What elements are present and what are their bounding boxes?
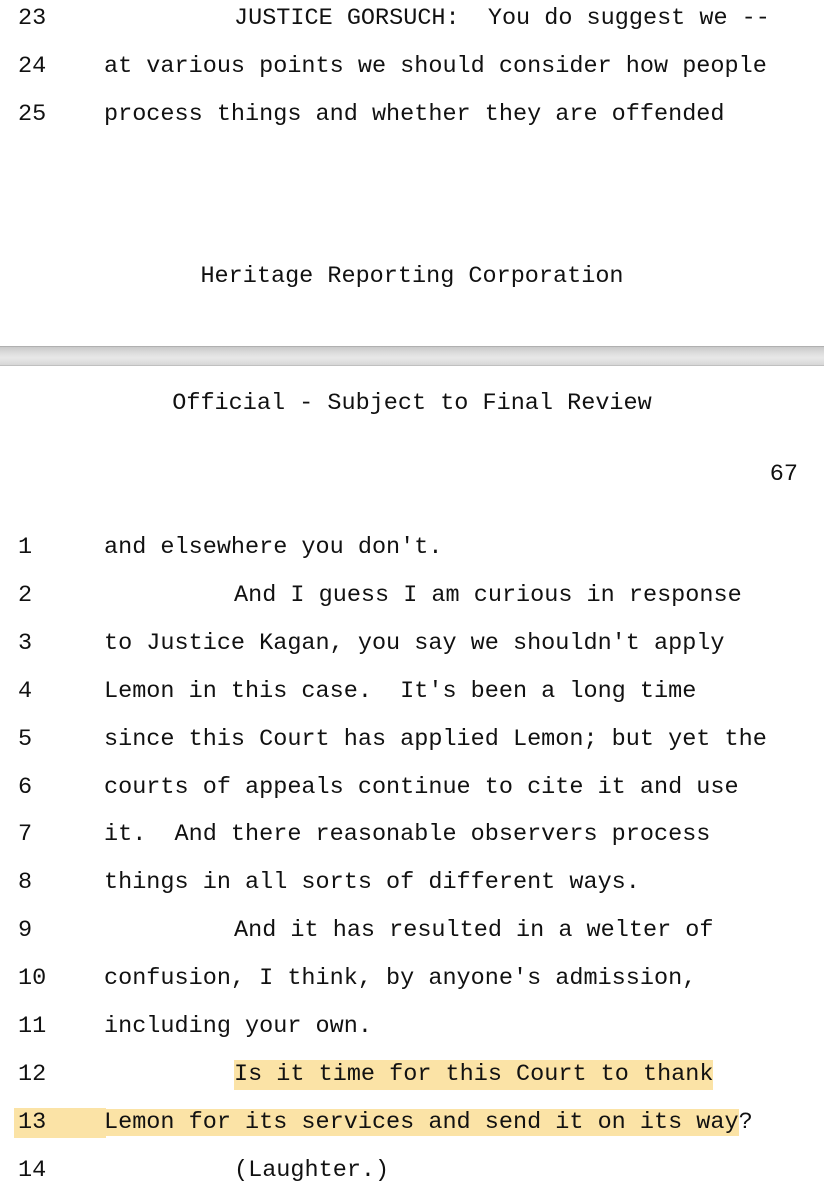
transcript-line bbox=[0, 533, 824, 563]
line-text: (Laughter.) bbox=[234, 1157, 390, 1184]
line-text: since this Court has applied Lemon; but yet the bbox=[104, 726, 767, 753]
line-text: Lemon in this case. It's been a long time bbox=[104, 678, 697, 705]
line-number: 13 bbox=[14, 1108, 106, 1138]
page-footer: Heritage Reporting Corporation bbox=[200, 263, 624, 290]
transcript-line bbox=[0, 964, 824, 994]
line-text: it. And there reasonable observers process bbox=[104, 821, 711, 848]
line-text: including your own. bbox=[104, 1013, 372, 1040]
line-number: 12 bbox=[18, 1061, 47, 1088]
line-number: 1 bbox=[18, 534, 33, 561]
transcript-line bbox=[0, 677, 824, 707]
line-number: 5 bbox=[18, 726, 33, 753]
line-text: process things and whether they are offended bbox=[104, 101, 725, 128]
transcript-page-bottom bbox=[0, 366, 824, 1200]
transcript-line bbox=[0, 1060, 824, 1090]
transcript-line bbox=[0, 820, 824, 850]
line-text: courts of appeals continue to cite it and use bbox=[104, 774, 739, 801]
transcript-line bbox=[0, 868, 824, 898]
page-number: 67 bbox=[769, 461, 798, 488]
line-number: 8 bbox=[18, 869, 33, 896]
line-text: and elsewhere you don't. bbox=[104, 534, 443, 561]
line-number: 7 bbox=[18, 821, 33, 848]
transcript-line bbox=[0, 1108, 824, 1138]
line-number: 6 bbox=[18, 774, 33, 801]
line-number: 24 bbox=[18, 53, 47, 80]
transcript-line bbox=[0, 52, 824, 82]
line-text: things in all sorts of different ways. bbox=[104, 869, 640, 896]
line-number: 14 bbox=[18, 1157, 47, 1184]
transcript-line bbox=[0, 1012, 824, 1042]
transcript-line bbox=[0, 629, 824, 659]
page-separator bbox=[0, 346, 824, 366]
line-number: 3 bbox=[18, 630, 33, 657]
line-number: 25 bbox=[18, 101, 47, 128]
highlighted-line-text: Is it time for this Court to thank bbox=[234, 1061, 714, 1088]
page-header: Official - Subject to Final Review bbox=[172, 390, 652, 417]
line-text: JUSTICE GORSUCH: You do suggest we -- bbox=[234, 5, 770, 32]
line-number: 10 bbox=[18, 965, 47, 992]
highlighted-line-text-wrapper bbox=[104, 1108, 753, 1138]
line-text: at various points we should consider how people bbox=[104, 53, 767, 80]
transcript-line bbox=[0, 100, 824, 130]
line-number: 4 bbox=[18, 678, 33, 705]
line-text-trailing: ? bbox=[738, 1109, 753, 1136]
line-text: And I guess I am curious in response bbox=[234, 582, 742, 609]
highlighted-line-text: Lemon for its services and send it on its way bbox=[104, 1109, 739, 1136]
transcript-line bbox=[0, 581, 824, 611]
line-number: 9 bbox=[18, 917, 33, 944]
line-number: 11 bbox=[18, 1013, 47, 1040]
line-text: confusion, I think, by anyone's admission, bbox=[104, 965, 697, 992]
line-number: 2 bbox=[18, 582, 33, 609]
transcript-line bbox=[0, 725, 824, 755]
line-text: And it has resulted in a welter of bbox=[234, 917, 714, 944]
transcript-line bbox=[0, 1156, 824, 1186]
transcript-line bbox=[0, 916, 824, 946]
transcript-line bbox=[0, 4, 824, 34]
line-text: to Justice Kagan, you say we shouldn't apply bbox=[104, 630, 725, 657]
transcript-line bbox=[0, 773, 824, 803]
transcript-page-top bbox=[0, 0, 824, 346]
line-number: 23 bbox=[18, 5, 47, 32]
